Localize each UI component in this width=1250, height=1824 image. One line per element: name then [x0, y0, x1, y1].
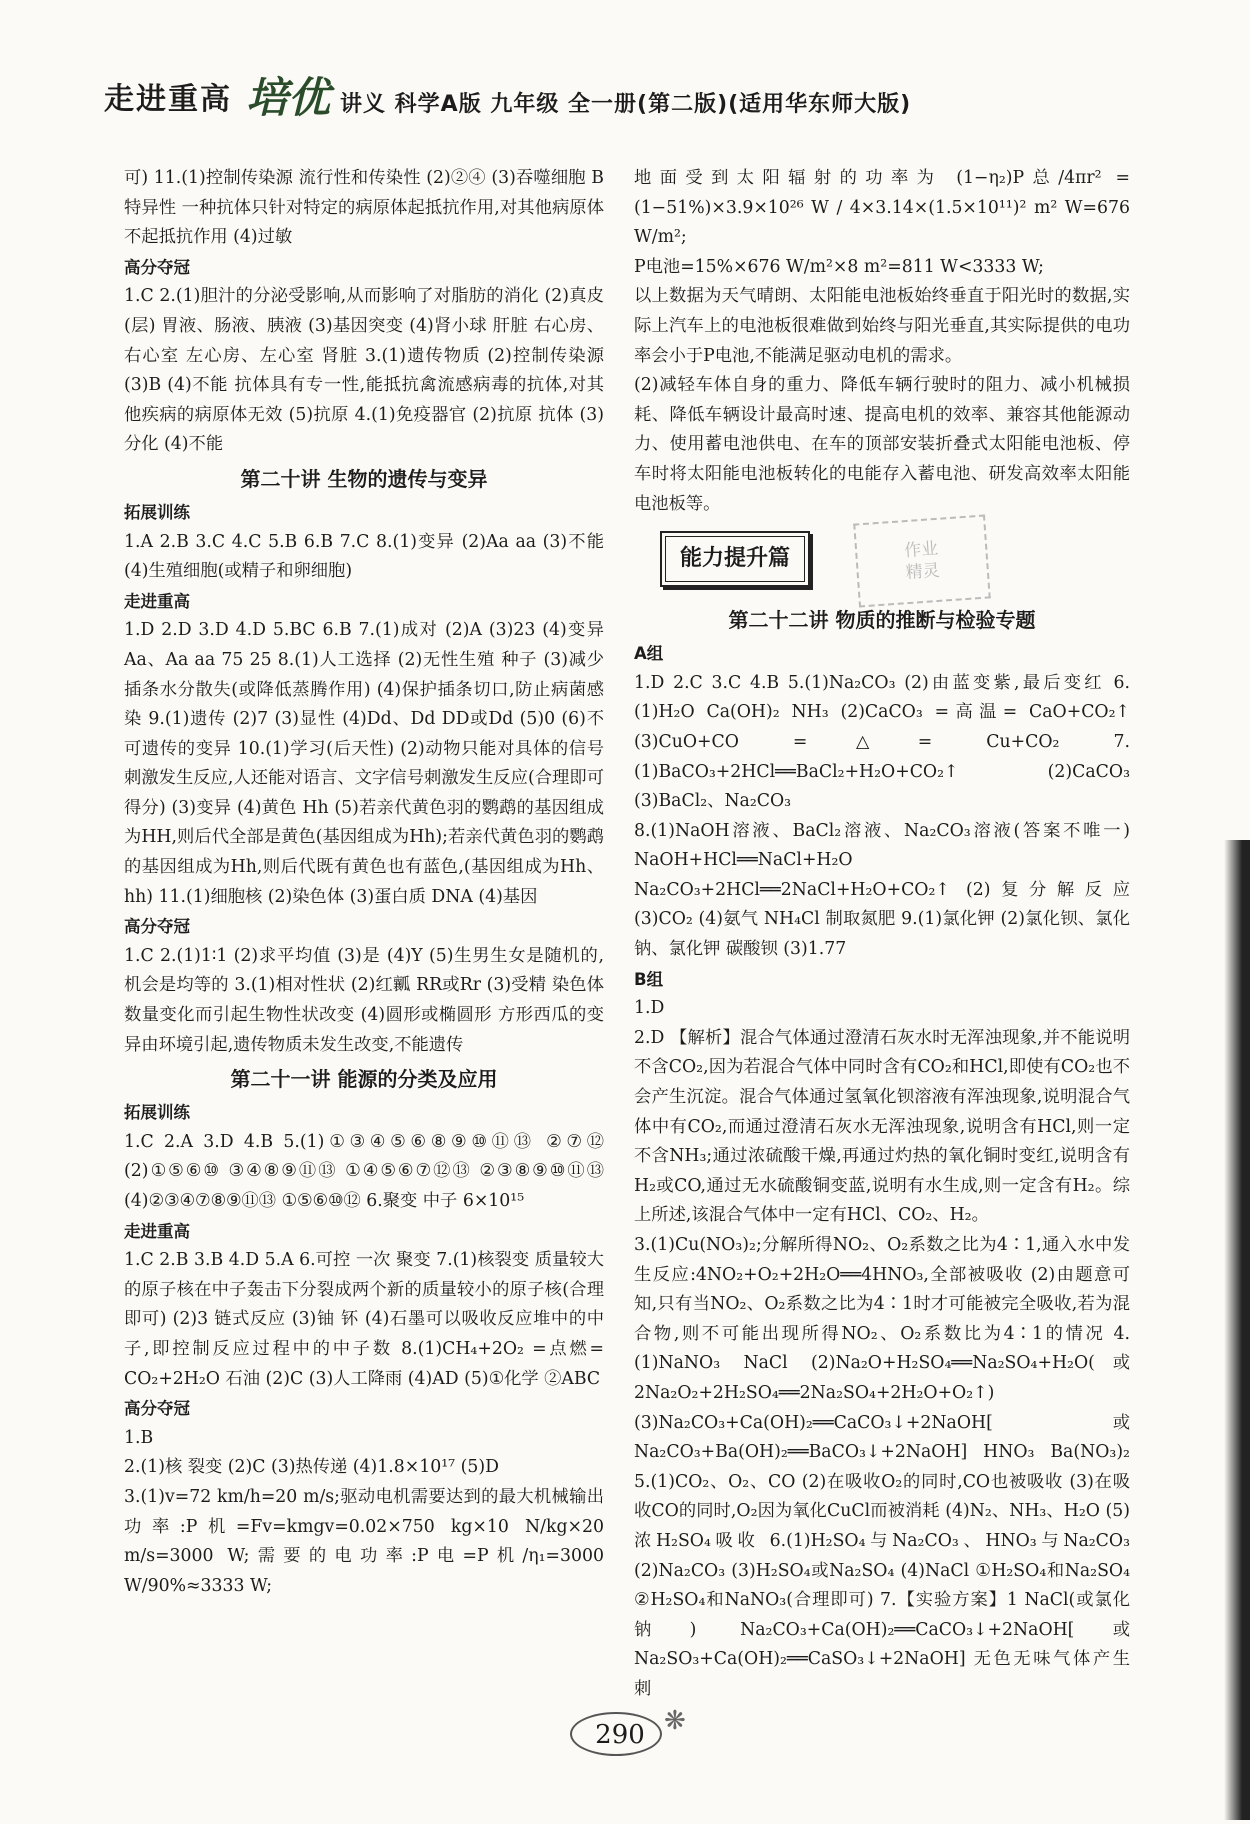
answer-paragraph: (2)减轻车体自身的重力、降低车辆行驶时的阻力、减小机械损耗、降低车辆设计最高时速、提高电机的效率、兼容其他能源动力、使用蓄电池供电、在车的顶部安装折叠式太阳能电池板、停车时将太阳能电池板转化的电能存入蓄电池、研发高效率太阳能电池板等。: [634, 375, 1130, 514]
palm-decoration-icon: ❋: [664, 1706, 686, 1736]
subsection-heading: 高分夺冠: [124, 1399, 190, 1419]
page-number-oval: [570, 1712, 662, 1756]
subsection-heading: 高分夺冠: [124, 917, 190, 937]
stamp-line: 作业: [903, 538, 939, 562]
subsection-heading: 走进重高: [124, 591, 190, 611]
answer-paragraph: 可) 11.(1)控制传染源 流行性和传染性 (2)②④ (3)吞噬细胞 B 特异性 一种抗体只针对特定的病原体起抵抗作用,对其他病原体不起抵抗作用 (4)过敏: [124, 168, 604, 248]
subsection-heading: 高分夺冠: [124, 257, 190, 277]
lecture-heading: 第二十讲 生物的遗传与变异: [240, 466, 488, 491]
answer-paragraph: 1.B: [124, 1427, 154, 1448]
subsection-heading: 拓展训练: [124, 502, 190, 522]
subsection-heading: B组: [634, 969, 664, 989]
answer-paragraph: 3.(1)v=72 km/h=20 m/s;驱动电机需要达到的最大机械输出功率:P机=Fv=kmgv=0.02×750 kg×10 N/kg×20 m/s=3000 W;需要的电功率:P电=P机/η₁=3000 W/90%≈3333 W;: [124, 1486, 604, 1596]
subsection-heading: 走进重高: [124, 1221, 190, 1241]
answer-paragraph: 1.A 2.B 3.C 4.C 5.B 6.B 7.C 8.(1)变异 (2)Aa aa (3)不能 (4)生殖细胞(或精子和卵细胞): [124, 531, 604, 582]
answer-paragraph: 1.D 2.C 3.C 4.B 5.(1)Na₂CO₃ (2)由蓝变紫,最后变红 6.(1)H₂O Ca(OH)₂ NH₃ (2)CaCO₃ =高温= CaO+CO₂↑ (3)CuO+CO =△= Cu+CO₂ 7.(1)BaCO₃+2HCl══BaCl₂+H₂O+CO₂↑ (2)CaCO₃ (3)BaCl₂、Na₂CO₃: [634, 672, 1130, 812]
header-book-info: 讲义 科学A版 九年级 全一册(第二版)(适用华东师大版): [340, 92, 912, 117]
answer-paragraph: 2.(1)核 裂变 (2)C (3)热传递 (4)1.8×10¹⁷ (5)D: [124, 1457, 499, 1478]
answer-paragraph: 3.(1)Cu(NO₃)₂;分解所得NO₂、O₂系数之比为4∶1,通入水中发生反应:4NO₂+O₂+2H₂O══4HNO₃,全部被吸收 (2)由题意可知,只有当NO₂、O₂系数之比为4∶1时才可能被完全吸收,若为混合物,则不可能出现所得NO₂、O₂系数比为4∶1的情况 4.(1)NaNO₃ NaCl (2)Na₂O+H₂SO₄══Na₂SO₄+H₂O(或2Na₂O₂+2H₂SO₄══2Na₂SO₄+2H₂O+O₂↑) (3)Na₂CO₃+Ca(OH)₂══CaCO₃↓+2NaOH[或Na₂CO₃+Ba(OH)₂══BaCO₃↓+2NaOH] HNO₃ Ba(NO₃)₂ 5.(1)CO₂、O₂、CO (2)在吸收O₂的同时,CO也被吸收 (3)在吸收CO的同时,O₂因为氧化CuCl而被消耗 (4)N₂、NH₃、H₂O (5)浓H₂SO₄吸收 6.(1)H₂SO₄与Na₂CO₃、HNO₃与Na₂CO₃ (2)Na₂CO₃ (3)H₂SO₄或Na₂SO₄ (4)NaCl ①H₂SO₄和Na₂SO₄ ②H₂SO₄和NaNO₃(合理即可) 7.【实验方案】1 NaCl(或氯化钠) Na₂CO₃+Ca(OH)₂══CaCO₃↓+2NaOH[或Na₂SO₃+Ca(OH)₂══CaSO₃↓+2NaOH] 无色无味气体产生 刺: [634, 1235, 1130, 1699]
answer-paragraph: P电池=15%×676 W/m²×8 m²=811 W<3333 W;: [634, 256, 1044, 277]
answer-paragraph: 以上数据为天气晴朗、太阳能电池板始终垂直于阳光时的数据,实际上汽车上的电池板很难做到始终与阳光垂直,其实际提供的电功率会小于P电池,不能满足驱动电机的需求。: [634, 286, 1130, 366]
lecture-heading: 第二十一讲 能源的分类及应用: [230, 1067, 498, 1092]
watermark-stamp: [853, 515, 991, 608]
page-edge-shadow: [1224, 840, 1250, 1820]
stamp-line: 精灵: [905, 560, 941, 584]
part-title-box: 能力提升篇: [660, 531, 810, 587]
lecture-heading: 第二十二讲 物质的推断与检验专题: [728, 608, 1036, 633]
page-number: [570, 1712, 670, 1758]
header-accent: 培优: [246, 73, 331, 122]
answer-paragraph: 1.C 2.B 3.B 4.D 5.A 6.可控 一次 聚变 7.(1)核裂变 质量较大的原子核在中子轰击下分裂成两个新的质量较小的原子核(合理即可) (2)3 链式反应 (3)铀 钚 (4)石墨可以吸收反应堆中的中子,即控制反应过程中的中子数 8.(1)CH₄+2O₂ =点燃= CO₂+2H₂O 石油 (2)C (3)人工降雨 (4)AD (5)①化学 ②ABC: [124, 1250, 604, 1389]
running-header: [104, 72, 1164, 122]
answer-paragraph: 1.D 2.D 3.D 4.D 5.BC 6.B 7.(1)成对 (2)A (3)23 (4)变异 Aa、Aa aa 75 25 8.(1)人工选择 (2)无性生殖 种子 (3)减少插条水分散失(或降低蒸腾作用) (4)保护插条切口,防止病菌感染 9.(1)遗传 (2)7 (3)显性 (4)Dd、Dd DD或Dd (5)0 (6)不可遗传的变异 10.(1)学习(后天性) (2)动物只能对具体的信号刺激发生反应,人还能对语言、文字信号刺激发生反应(合理即可得分) (3)变异 (4)黄色 Hh (5)若亲代黄色羽的鹦鹉的基因组成为HH,则后代全部是黄色(基因组成为Hh);若亲代黄色羽的鹦鹉的基因组成为Hh,则后代既有黄色也有蓝色,(基因组成为Hh、hh) 11.(1)细胞核 (2)染色体 (3)蛋白质 DNA (4)基因: [124, 620, 604, 907]
answer-paragraph: 1.C 2.A 3.D 4.B 5.(1)①③④⑤⑥⑧⑨⑩⑪⑬ ②⑦⑫ (2)①⑤⑥⑩ ③④⑧⑨⑪⑬ ①④⑤⑥⑦⑫⑬ ②③⑧⑨⑩⑪⑬ (4)②③④⑦⑧⑨⑪⑬ ①⑤⑥⑩⑫ 6.聚变 中子 6×10¹⁵: [124, 1131, 604, 1211]
subsection-heading: A组: [634, 644, 664, 664]
right-column: [634, 164, 1130, 1705]
answer-paragraph: 1.D: [634, 998, 665, 1019]
answer-paragraph: 1.C 2.(1)1∶1 (2)求平均值 (3)是 (4)Y (5)生男生女是随机的,机会是均等的 3.(1)相对性状 (2)红瓤 RR或Rr (3)受精 染色体数量变化而引起生物性状改变 (4)圆形或椭圆形 方形西瓜的变异由环境引起,遗传物质未发生改变,不能遗传: [124, 945, 604, 1055]
answer-paragraph: 8.(1)NaOH溶液、BaCl₂溶液、Na₂CO₃溶液(答案不唯一) NaOH+HCl══NaCl+H₂O Na₂CO₃+2HCl══2NaCl+H₂O+CO₂↑ (2)复分解反应 (3)CO₂ (4)氨气 NH₄Cl 制取氮肥 9.(1)氯化钾 (2)氯化钡、氯化钠、氯化钾 碳酸钡 (3)1.77: [634, 820, 1130, 960]
answer-paragraph: 2.D 【解析】混合气体通过澄清石灰水时无浑浊现象,并不能说明不含CO₂,因为若混合气体中同时含有CO₂和HCl,即使有CO₂也不会产生沉淀。混合气体通过氢氧化钡溶液有浑浊现象,说明混合气体中有CO₂,而通过澄清石灰水无浑浊现象,说明含有HCl,则一定不含NH₃;通过浓硫酸干燥,再通过灼热的氧化铜时变红,说明含有H₂或CO,通过无水硫酸铜变蓝,说明有水生成,则一定含有H₂。综上所述,该混合气体中一定有HCl、CO₂、H₂。: [634, 1027, 1130, 1226]
answer-paragraph: 1.C 2.(1)胆汁的分泌受影响,从而影响了对脂肪的消化 (2)真皮(层) 胃液、肠液、胰液 (3)基因突变 (4)肾小球 肝脏 右心房、右心室 左心房、左心室 肾脏 3.(1)遗传物质 (2)控制传染源 (3)B (4)不能 抗体具有专一性,能抵抗禽流感病毒的抗体,对其他疾病的病原体无效 (5)抗原 4.(1)免疫器官 (2)抗原 抗体 (3)分化 (4)不能: [124, 286, 604, 455]
page-number-text: 290: [595, 1720, 645, 1750]
header-brand: 走进重高: [104, 82, 232, 117]
left-column: [124, 164, 604, 1601]
answer-paragraph: 地面受到太阳辐射的功率为 (1−η₂)P总/4πr² = (1−51%)×3.9×10²⁶ W / 4×3.14×(1.5×10¹¹)² m² W=676 W/m²;: [634, 168, 1130, 248]
section-box-wrapper: [634, 519, 1130, 601]
subsection-heading: 拓展训练: [124, 1103, 190, 1123]
